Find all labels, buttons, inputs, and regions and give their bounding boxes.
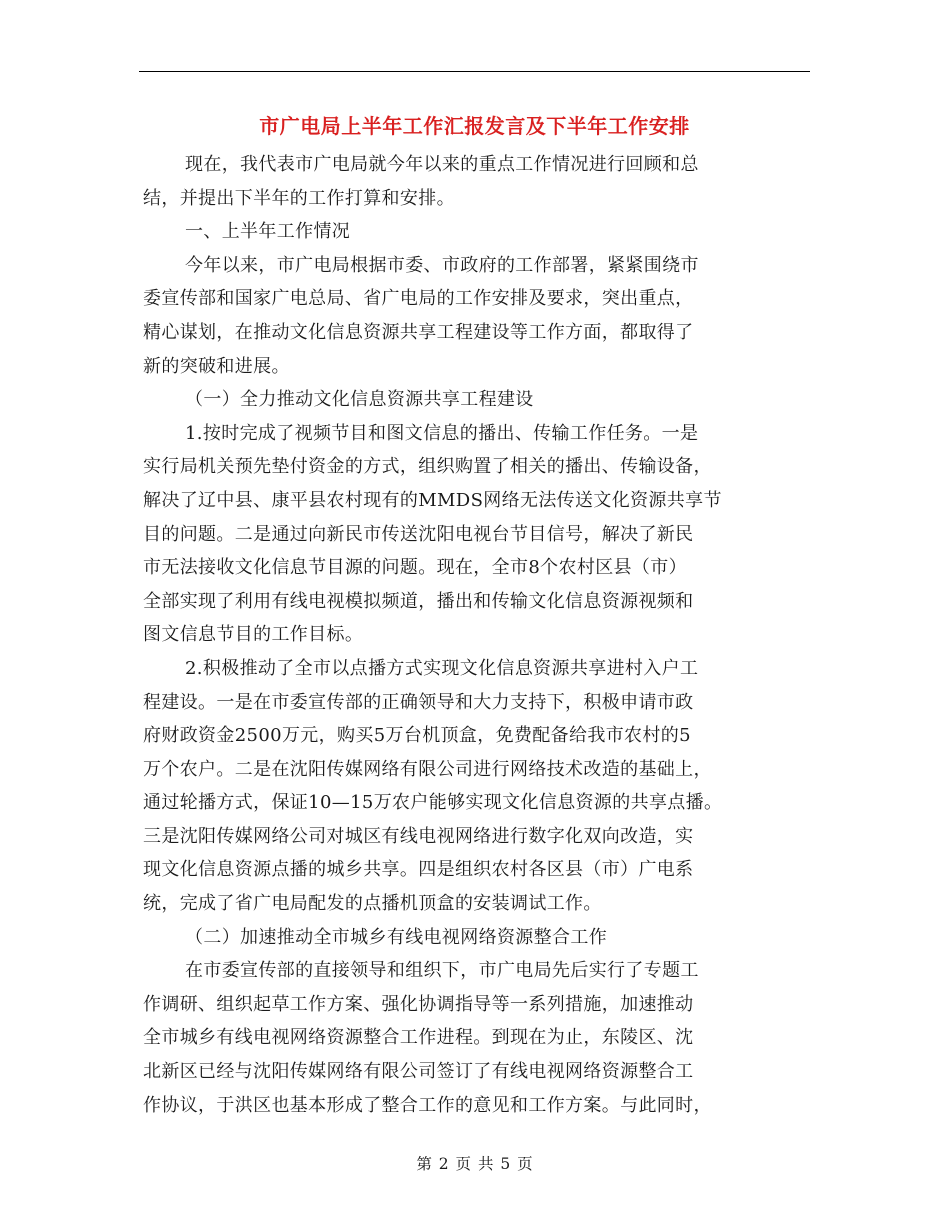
text-line: 统，完成了省广电局配发的点播机顶盒的安装调试工作。: [143, 893, 602, 915]
text-line: 全市城乡有线电视网络资源整合工作进程。到现在为止，东陵区、沈: [143, 1027, 694, 1049]
text-line: 三是沈阳传媒网络公司对城区有线电视网络进行数字化双向改造，实: [143, 825, 694, 847]
text-line: 府财政资金2500万元，购买5万台机顶盒，免费配备给我市农村的5: [143, 725, 691, 747]
header-rule: [139, 71, 810, 72]
subsection-heading: （一）全力推动文化信息资源共享工程建设: [185, 389, 534, 411]
text-line: 北新区已经与沈阳传媒网络有限公司签订了有线电视网络资源整合工: [143, 1061, 694, 1083]
text-line: 全部实现了利用有线电视模拟频道，播出和传输文化信息资源视频和: [143, 590, 694, 612]
text-line: 精心谋划，在推动文化信息资源共享工程建设等工作方面，都取得了: [143, 321, 694, 343]
text-line: 现在，我代表市广电局就今年以来的重点工作情况进行回顾和总: [185, 154, 699, 175]
text-line: 作调研、组织起草工作方案、强化协调指导等一系列措施，加速推动: [143, 993, 694, 1015]
text-line: 作协议，于洪区也基本形成了整合工作的意见和工作方案。与此同时，: [143, 1094, 712, 1116]
document-title: 市广电局上半年工作汇报发言及下半年工作安排: [259, 114, 690, 138]
text-line: 实行局机关预先垫付资金的方式，组织购置了相关的播出、传输设备，: [143, 456, 712, 478]
text-line: 通过轮播方式，保证10—15万农户能够实现文化信息资源的共享点播。: [143, 792, 723, 814]
text-line: 解决了辽中县、康平县农村现有的MMDS网络无法传送文化资源共享节: [143, 489, 722, 511]
text-line: 结，并提出下半年的工作打算和安排。: [143, 187, 455, 209]
text-line: 图文信息节目的工作目标。: [143, 624, 364, 646]
text-line: 今年以来，市广电局根据市委、市政府的工作部署，紧紧围绕市: [185, 254, 699, 276]
text-line: 目的问题。二是通过向新民市传送沈阳电视台节目信号，解决了新民: [143, 523, 694, 545]
text-line: 委宣传部和国家广电总局、省广电局的工作安排及要求，突出重点，: [143, 288, 694, 310]
document-body: [143, 148, 811, 1122]
text-line: 1.按时完成了视频节目和图文信息的播出、传输工作任务。一是: [185, 422, 699, 444]
text-line: 2.积极推动了全市以点播方式实现文化信息资源共享进村入户工: [185, 657, 699, 679]
page-number-footer: 第 2 页 共 5 页: [416, 1155, 534, 1173]
text-line: 市无法接收文化信息节目源的问题。现在，全市8个农村区县（市）: [143, 557, 687, 579]
text-line: 在市委宣传部的直接领导和组织下，市广电局先后实行了专题工: [185, 960, 699, 982]
text-line: 新的突破和进展。: [143, 355, 290, 377]
text-line: 万个农户。二是在沈阳传媒网络有限公司进行网络技术改造的基础上，: [143, 758, 712, 780]
subsection-heading: （二）加速推动全市城乡有线电视网络资源整合工作: [185, 926, 608, 948]
text-line: 程建设。一是在市委宣传部的正确领导和大力支持下，积极申请市政: [143, 691, 694, 713]
section-heading: 一、上半年工作情况: [185, 221, 351, 243]
text-line: 现文化信息资源点播的城乡共享。四是组织农村各区县（市）广电系: [143, 859, 694, 881]
